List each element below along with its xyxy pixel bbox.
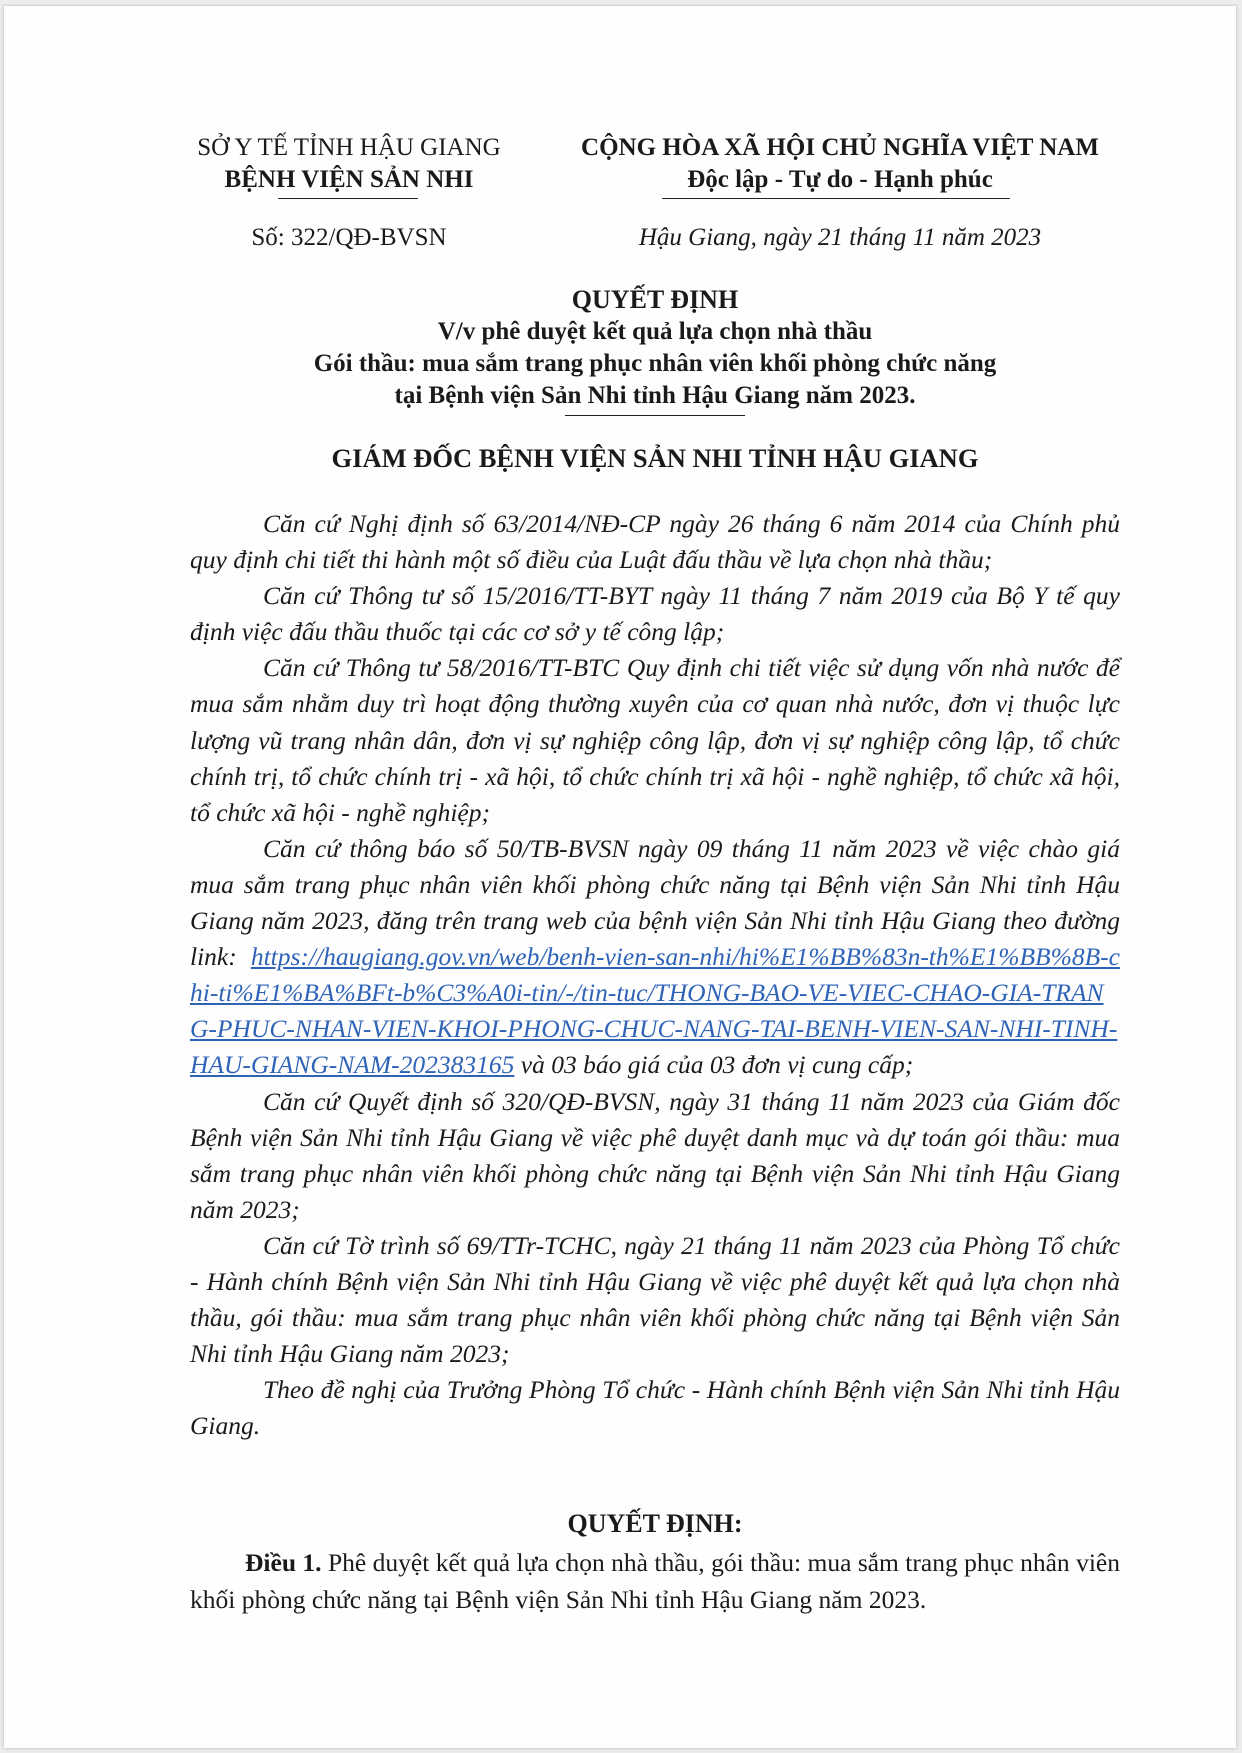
basis-circular-15: Căn cứ Thông tư số 15/2016/TT-BYT ngày 11 tháng 7 năm 2019 của Bộ Y tế quy định việc đấu thầu thuốc tại các cơ sở y tế công lập; [190, 581, 1120, 647]
hospital-name: BỆNH VIỆN SẢN NHI [224, 166, 474, 193]
notice-text: Căn cứ thông báo số 50/TB-BVSN ngày 09 tháng 11 năm 2023 về việc chào giá mua sắm trang phục nhân viên khối phòng chức năng tại Bệnh viện Sản Nhi tỉnh Hậu Giang năm 2023, đăng trên trang web của bệnh viện Sản Nhi tỉnh Hậu Giang theo đường link: [190, 833, 1120, 972]
notice-text-after: và 03 báo giá của 03 đơn vị cung cấp; [514, 1050, 914, 1080]
basis-decision-320: Căn cứ Quyết định số 320/QĐ-BVSN, ngày 31 tháng 11 năm 2023 của Giám đốc Bệnh viện Sản Nhi tỉnh Hậu Giang về việc phê duyệt danh mục và dự toán gói thầu: mua sắm trang phục nhân viên khối phòng chức năng tại Bệnh viện Sản Nhi tỉnh Hậu Giang năm 2023; [190, 1086, 1120, 1224]
document-number: Số: 322/QĐ-BVSN [251, 224, 447, 251]
document-page [4, 6, 1236, 1748]
hospital-underline [278, 198, 418, 199]
basis-report-69: Căn cứ Tờ trình số 69/TTr-TCHC, ngày 21 tháng 11 năm 2023 của Phòng Tổ chức - Hành chính Bệnh viện Sản Nhi tỉnh Hậu Giang về việc phê duyệt kết quả lựa chọn nhà thầu, gói thầu: mua sắm trang phục nhân viên khối phòng chức năng tại Bệnh viện Sản Nhi tỉnh Hậu Giang năm 2023; [190, 1230, 1120, 1369]
article-1 [190, 1544, 1120, 1618]
notice-link[interactable]: https://haugiang.gov.vn/web/benh-vien-san-nhi/hi%E1%BB%83n-th%E1%BB%8B-chi-ti%E1%BA%BFt-b%C3%A0i-tin/-/tin-tuc/THONG-BAO-VE-VIEC-CHAO-GIA-TRANG-PHUC-NHAN-VIEN-KHOI-PHONG-CHUC-NANG-TAI-BENH-VIEN-SAN-NHI-TINH-HAU-GIANG-NAM-202383165 [190, 942, 1120, 1080]
agency-name: SỞ Y TẾ TỈNH HẬU GIANG [197, 134, 501, 161]
nation-name: CỘNG HÒA XÃ HỘI CHỦ NGHĨA VIỆT NAM [581, 134, 1099, 161]
basis-circular-58: Căn cứ Thông tư 58/2016/TT-BTC Quy định chi tiết việc sử dụng vốn nhà nước để mua sắm nhằm duy trì hoạt động thường xuyên của cơ quan nhà nước, đơn vị thuộc lực lượng vũ trang nhân dân, đơn vị sự nghiệp công lập, đơn vị sự nghiệp công lập, tổ chức chính trị, tổ chức chính trị - xã hội, tổ chức chính trị xã hội - nghề nghiệp, tổ chức xã hội, tổ chức xã hội - nghề nghiệp; [190, 653, 1120, 827]
document-date: Hậu Giang, ngày 21 tháng 11 năm 2023 [638, 224, 1042, 251]
basis-proposal: Theo đề nghị của Trưởng Phòng Tổ chức - Hành chính Bệnh viện Sản Nhi tỉnh Hậu Giang. [190, 1375, 1120, 1441]
subject-line-2: Gói thầu: mua sắm trang phục nhân viên khối phòng chức năng [313, 350, 997, 377]
subject-underline [565, 415, 745, 416]
national-motto: Độc lập - Tự do - Hạnh phúc [687, 166, 993, 193]
basis-decree-63: Căn cứ Nghị định số 63/2014/NĐ-CP ngày 26 tháng 6 năm 2014 của Chính phủ quy định chi tiết thi hành một số điều của Luật đấu thầu về lựa chọn nhà thầu; [190, 509, 1120, 575]
subject-line-3: tại Bệnh viện Sản Nhi tỉnh Hậu Giang năm 2023. [394, 382, 916, 409]
decision-heading: QUYẾT ĐỊNH: [567, 1509, 743, 1538]
motto-underline [662, 198, 1010, 199]
article-1-label: Điều 1. [245, 1548, 322, 1577]
subject-line-1: V/v phê duyệt kết quả lựa chọn nhà thầu [437, 318, 873, 345]
legal-bases [190, 506, 1120, 1444]
basis-notice-50 [190, 831, 1120, 1084]
document-title: QUYẾT ĐỊNH [571, 285, 739, 314]
issuing-authority: GIÁM ĐỐC BỆNH VIỆN SẢN NHI TỈNH HẬU GIANG [331, 443, 979, 473]
article-1-text: Phê duyệt kết quả lựa chọn nhà thầu, gói thầu: mua sắm trang phục nhân viên khối phòng chức năng tại Bệnh viện Sản Nhi tỉnh Hậu Giang năm 2023. [190, 1548, 1120, 1614]
